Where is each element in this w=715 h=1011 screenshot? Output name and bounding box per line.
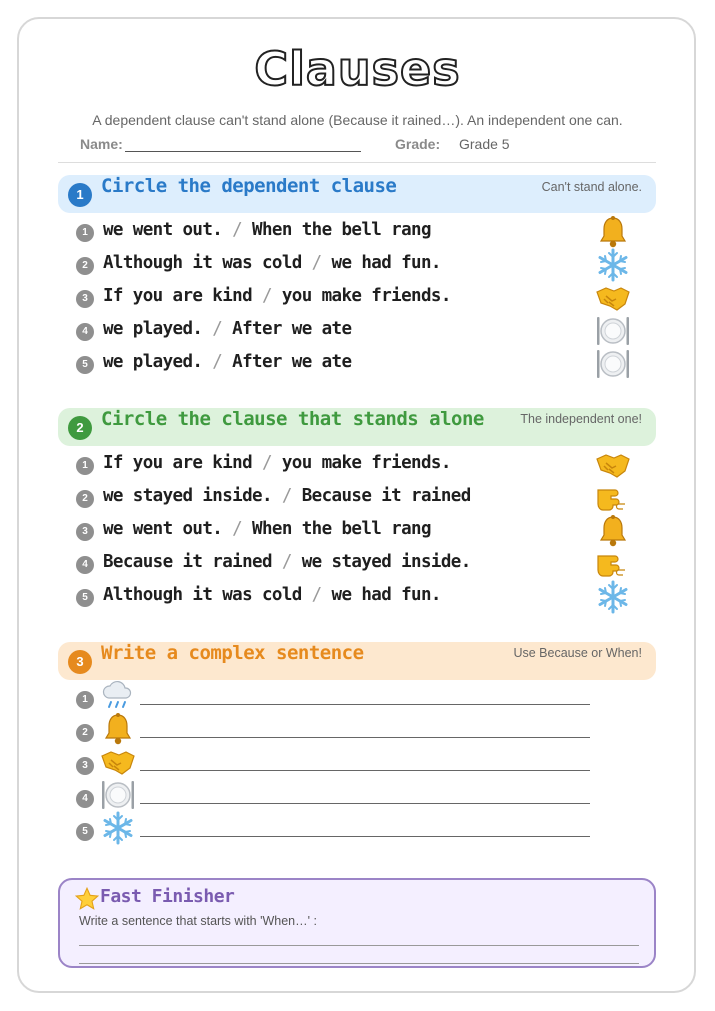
section-tip: The independent one! xyxy=(520,412,642,426)
answer-line[interactable] xyxy=(140,803,590,804)
section-2-header xyxy=(58,408,656,446)
section-3-header xyxy=(58,642,656,680)
item-number: 4 xyxy=(76,323,94,341)
grade-value: Grade 5 xyxy=(459,136,510,152)
item-number: 2 xyxy=(76,724,94,742)
clause-pair xyxy=(103,585,441,605)
answer-line[interactable] xyxy=(140,704,590,705)
clause-a[interactable]: If you are kind xyxy=(103,286,253,306)
handshake-icon xyxy=(595,280,631,316)
list-item xyxy=(76,251,641,281)
list-item xyxy=(76,317,641,347)
bell-icon xyxy=(100,711,136,747)
section-number-badge: 3 xyxy=(68,650,92,674)
list-item xyxy=(76,451,641,481)
clause-b[interactable]: When the bell rang xyxy=(252,220,431,240)
item-number: 5 xyxy=(76,823,94,841)
section-1-header xyxy=(58,175,656,213)
clause-separator: / xyxy=(271,552,302,572)
clause-b[interactable]: we had fun. xyxy=(331,253,441,273)
list-item xyxy=(76,517,641,547)
plate-icon xyxy=(100,777,136,813)
list-item xyxy=(76,284,641,314)
section-number-badge: 1 xyxy=(68,183,92,207)
clause-b[interactable]: When the bell rang xyxy=(252,519,431,539)
writing-row xyxy=(76,817,596,849)
section-number-badge: 2 xyxy=(68,416,92,440)
writing-row xyxy=(76,751,596,783)
list-item xyxy=(76,550,641,580)
name-label: Name: xyxy=(80,136,123,152)
section-title: Write a complex sentence xyxy=(101,642,364,664)
clause-pair xyxy=(103,220,431,240)
snowflake-icon xyxy=(595,579,631,615)
clause-pair xyxy=(103,519,431,539)
clause-pair xyxy=(103,352,351,372)
plate-icon xyxy=(595,346,631,382)
clause-b[interactable]: we stayed inside. xyxy=(301,552,471,572)
clause-pair xyxy=(103,319,351,339)
clause-separator: / xyxy=(222,220,253,240)
clause-b[interactable]: you make friends. xyxy=(281,286,451,306)
answer-line[interactable] xyxy=(140,836,590,837)
name-grade-row xyxy=(80,136,640,152)
item-number: 5 xyxy=(76,589,94,607)
writing-row xyxy=(76,718,596,750)
rain-cloud-icon xyxy=(100,678,136,714)
item-number: 1 xyxy=(76,691,94,709)
snowflake-icon xyxy=(595,247,631,283)
clause-b[interactable]: Because it rained xyxy=(301,486,471,506)
clause-separator: / xyxy=(271,486,302,506)
grade-label: Grade: xyxy=(395,136,441,152)
answer-line[interactable] xyxy=(79,963,639,964)
item-number: 3 xyxy=(76,757,94,775)
clause-separator: / xyxy=(301,585,332,605)
list-item xyxy=(76,218,641,248)
clause-pair xyxy=(103,453,451,473)
pointing-hand-icon xyxy=(595,480,631,516)
bell-icon xyxy=(595,214,631,250)
clause-separator: / xyxy=(222,519,253,539)
clause-a[interactable]: we stayed inside. xyxy=(103,486,272,506)
section-title: Circle the dependent clause xyxy=(101,175,397,197)
clause-pair xyxy=(103,486,471,506)
clause-a[interactable]: Although it was cold xyxy=(103,585,302,605)
clause-b[interactable]: After we ate xyxy=(232,319,352,339)
name-field[interactable] xyxy=(125,137,361,152)
clause-a[interactable]: If you are kind xyxy=(103,453,253,473)
section-title: Circle the clause that stands alone xyxy=(101,408,484,430)
pointing-hand-icon xyxy=(595,546,631,582)
clause-pair xyxy=(103,286,451,306)
section-tip: Use Because or When! xyxy=(513,646,642,660)
item-number: 4 xyxy=(76,790,94,808)
clause-a[interactable]: we played. xyxy=(103,352,203,372)
subtitle: A dependent clause can't stand alone (Because it rained…). An independent one can. xyxy=(92,112,623,128)
star-icon xyxy=(74,886,100,912)
item-number: 1 xyxy=(76,224,94,242)
item-number: 3 xyxy=(76,290,94,308)
clause-a[interactable]: Although it was cold xyxy=(103,253,302,273)
writing-row xyxy=(76,685,596,717)
writing-row xyxy=(76,784,596,816)
answer-line[interactable] xyxy=(140,737,590,738)
fast-finisher-box xyxy=(58,878,656,968)
item-number: 5 xyxy=(76,356,94,374)
item-number: 1 xyxy=(76,457,94,475)
answer-line[interactable] xyxy=(79,945,639,946)
header-divider xyxy=(58,162,656,163)
bell-icon xyxy=(595,513,631,549)
clause-b[interactable]: we had fun. xyxy=(331,585,441,605)
clause-pair xyxy=(103,253,441,273)
clause-b[interactable]: you make friends. xyxy=(281,453,451,473)
list-item xyxy=(76,350,641,380)
page-title: Clauses xyxy=(254,42,461,96)
clause-separator: / xyxy=(301,253,332,273)
clause-separator: / xyxy=(202,352,233,372)
list-item xyxy=(76,484,641,514)
clause-pair xyxy=(103,552,471,572)
clause-a[interactable]: we went out. xyxy=(103,519,223,539)
handshake-icon xyxy=(595,447,631,483)
item-number: 4 xyxy=(76,556,94,574)
fast-finisher-prompt: Write a sentence that starts with 'When…' : xyxy=(79,914,317,928)
fast-finisher-title: Fast Finisher xyxy=(100,886,235,907)
clause-a[interactable]: Because it rained xyxy=(103,552,272,572)
clause-separator: / xyxy=(202,319,233,339)
item-number: 2 xyxy=(76,257,94,275)
snowflake-icon xyxy=(100,810,136,846)
clause-a[interactable]: we played. xyxy=(103,319,203,339)
answer-line[interactable] xyxy=(140,770,590,771)
handshake-icon xyxy=(100,744,136,780)
clause-separator: / xyxy=(252,286,282,306)
section-tip: Can't stand alone. xyxy=(541,180,642,194)
clause-separator: / xyxy=(252,453,282,473)
list-item xyxy=(76,583,641,613)
plate-icon xyxy=(595,313,631,349)
item-number: 2 xyxy=(76,490,94,508)
clause-b[interactable]: After we ate xyxy=(232,352,352,372)
clause-a[interactable]: we went out. xyxy=(103,220,223,240)
item-number: 3 xyxy=(76,523,94,541)
